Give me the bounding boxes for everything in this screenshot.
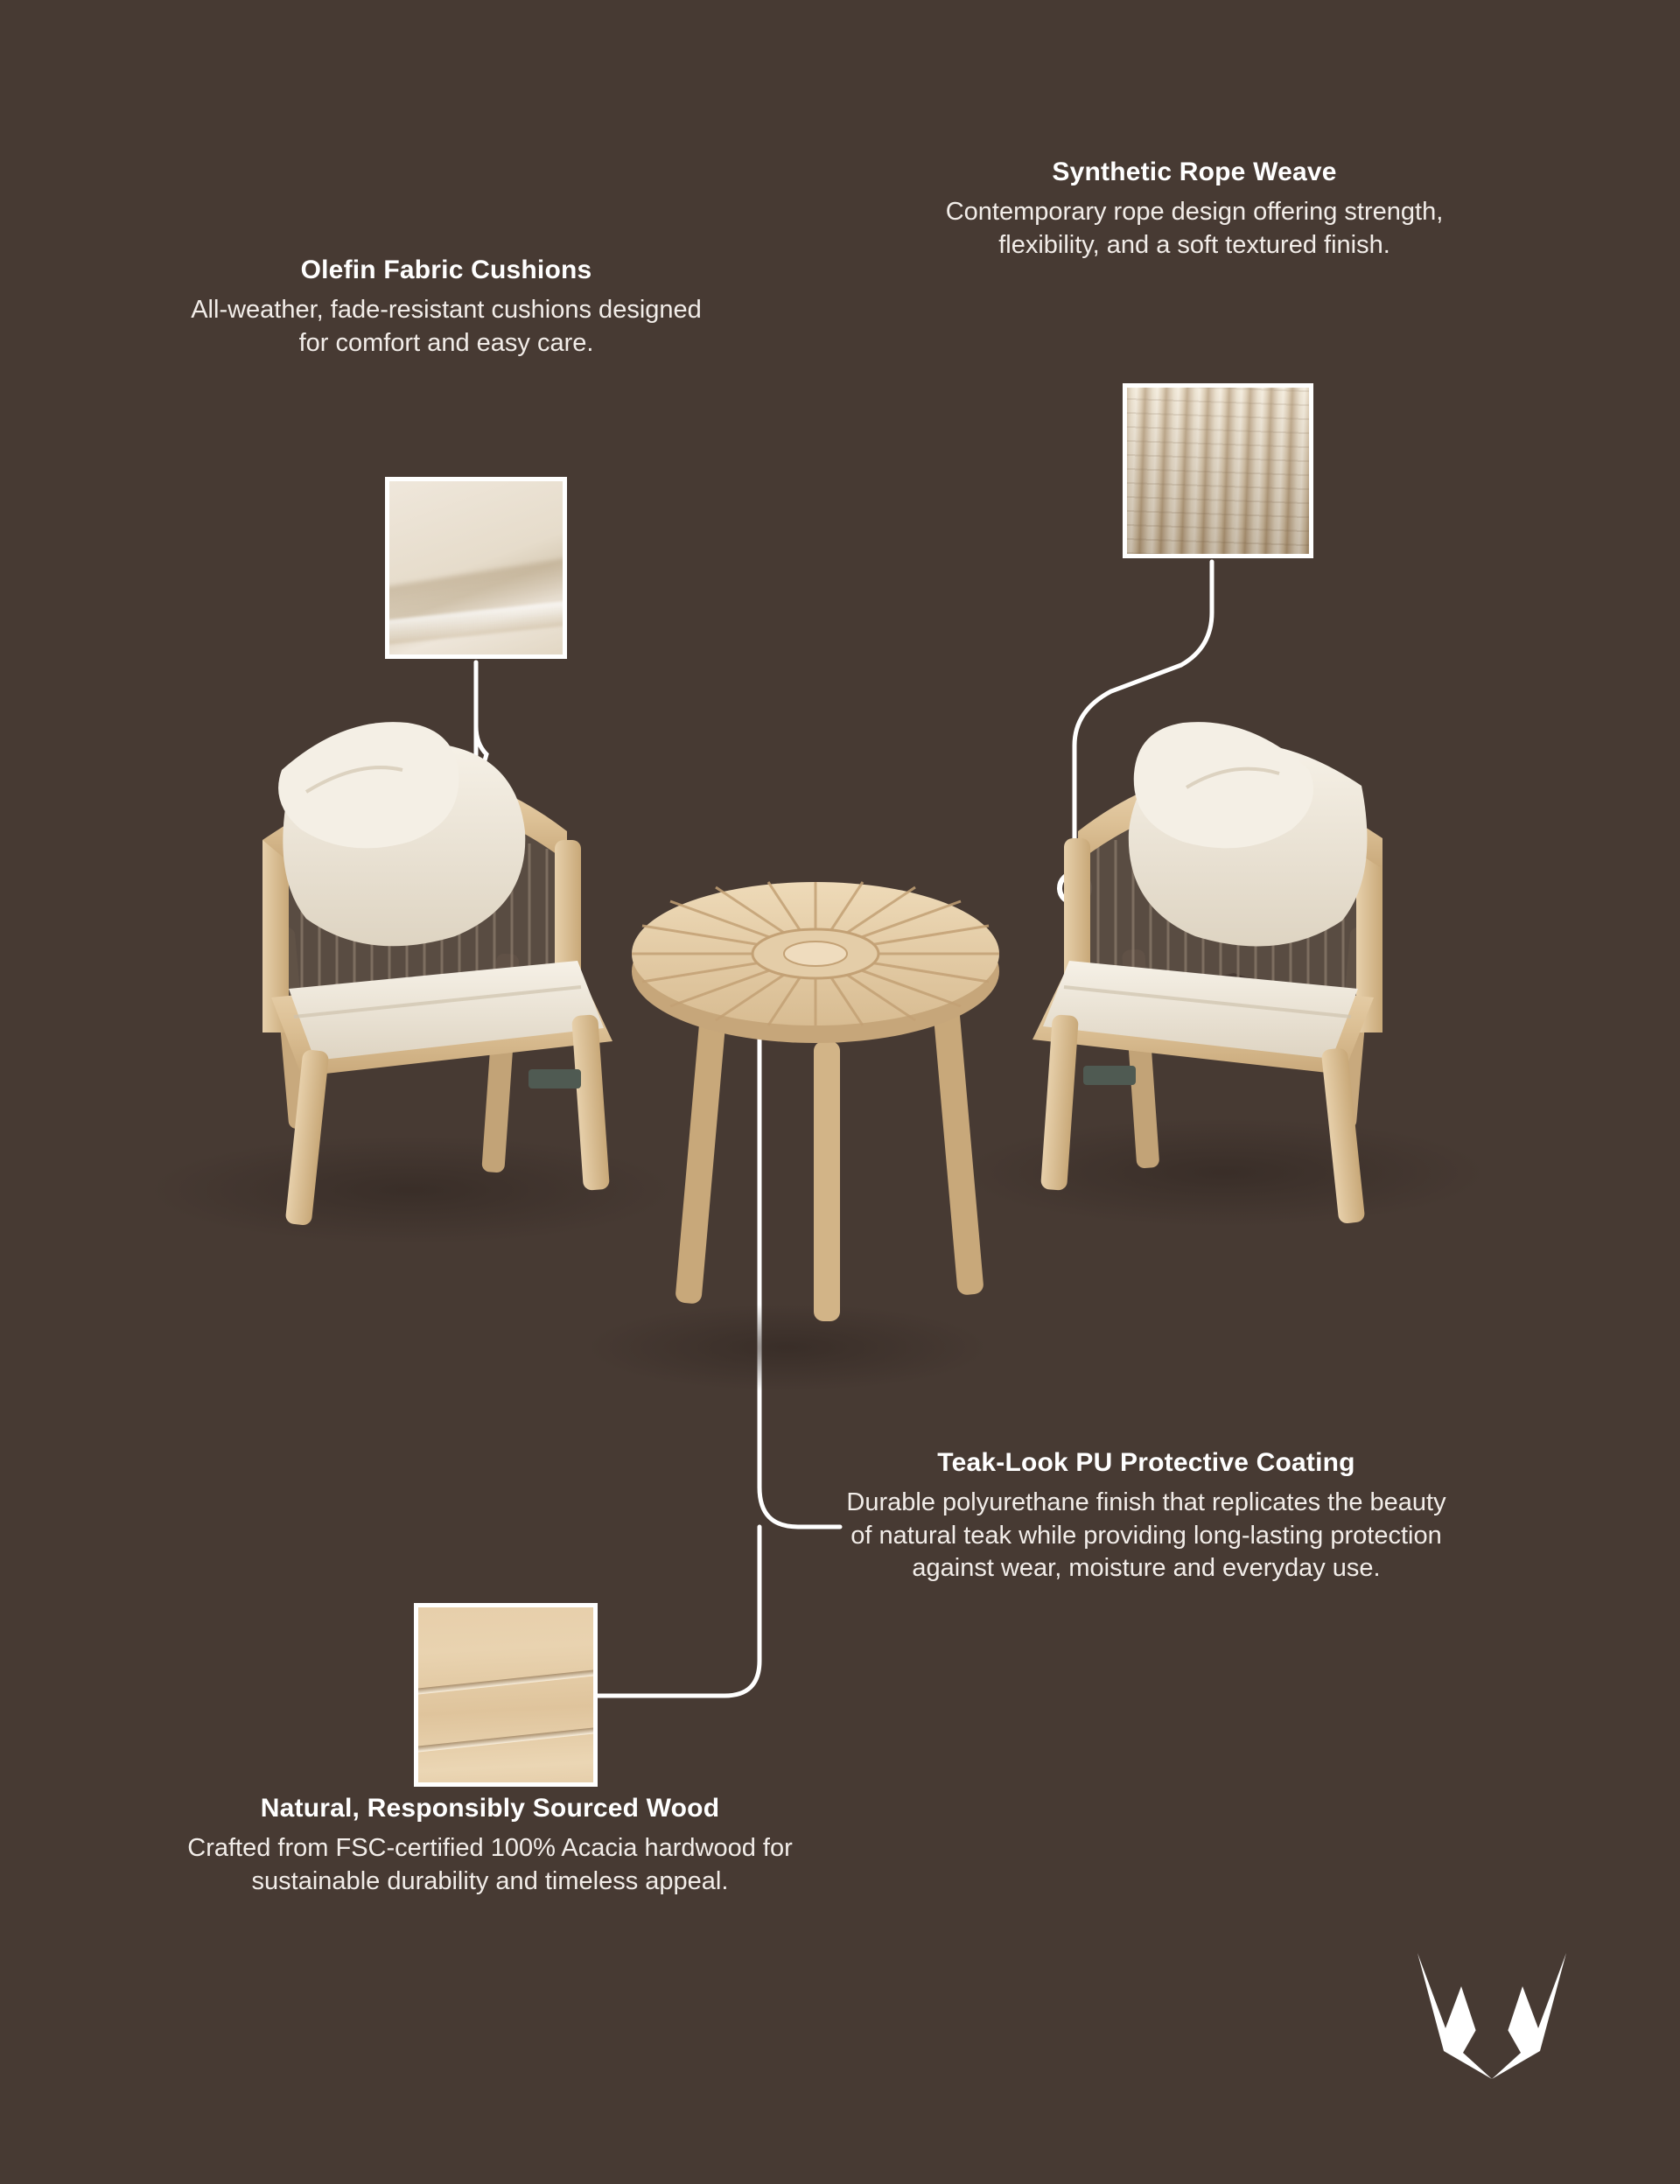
rope-detail-swatch: [1123, 383, 1313, 558]
callout-body: All-weather, fade-resistant cushions designed for comfort and easy care.: [191, 296, 702, 357]
callout-body: Durable polyurethane finish that replicates the beauty of natural teak while providing long-lasting protection against wear, moisture and everyday use.: [846, 1488, 1446, 1583]
callout-teak-look-pu-protective-coating: [840, 1448, 1452, 1586]
callout-olefin-fabric-cushions: [175, 256, 718, 360]
callout-body: Crafted from FSC-certified 100% Acacia hardwood for sustainable durability and timeless appeal.: [187, 1834, 793, 1895]
callout-title: Teak-Look PU Protective Coating: [937, 1448, 1355, 1477]
callout-natural-responsibly-sourced-wood: [131, 1794, 849, 1898]
callout-title: Synthetic Rope Weave: [1052, 158, 1337, 186]
wood-detail-swatch: [414, 1603, 598, 1787]
side-table: [632, 882, 999, 1321]
rope-shading: [1127, 388, 1309, 554]
callout-title: Natural, Responsibly Sourced Wood: [260, 1794, 720, 1823]
cushion-detail-swatch: [385, 477, 567, 659]
callout-synthetic-rope-weave: [945, 158, 1444, 262]
wood-grain-texture: [414, 1603, 598, 1787]
callout-title: Olefin Fabric Cushions: [300, 256, 592, 284]
callout-body: Contemporary rope design offering strength, flexibility, and a soft textured finish.: [945, 198, 1444, 259]
crown-logo: [1409, 1948, 1575, 2079]
